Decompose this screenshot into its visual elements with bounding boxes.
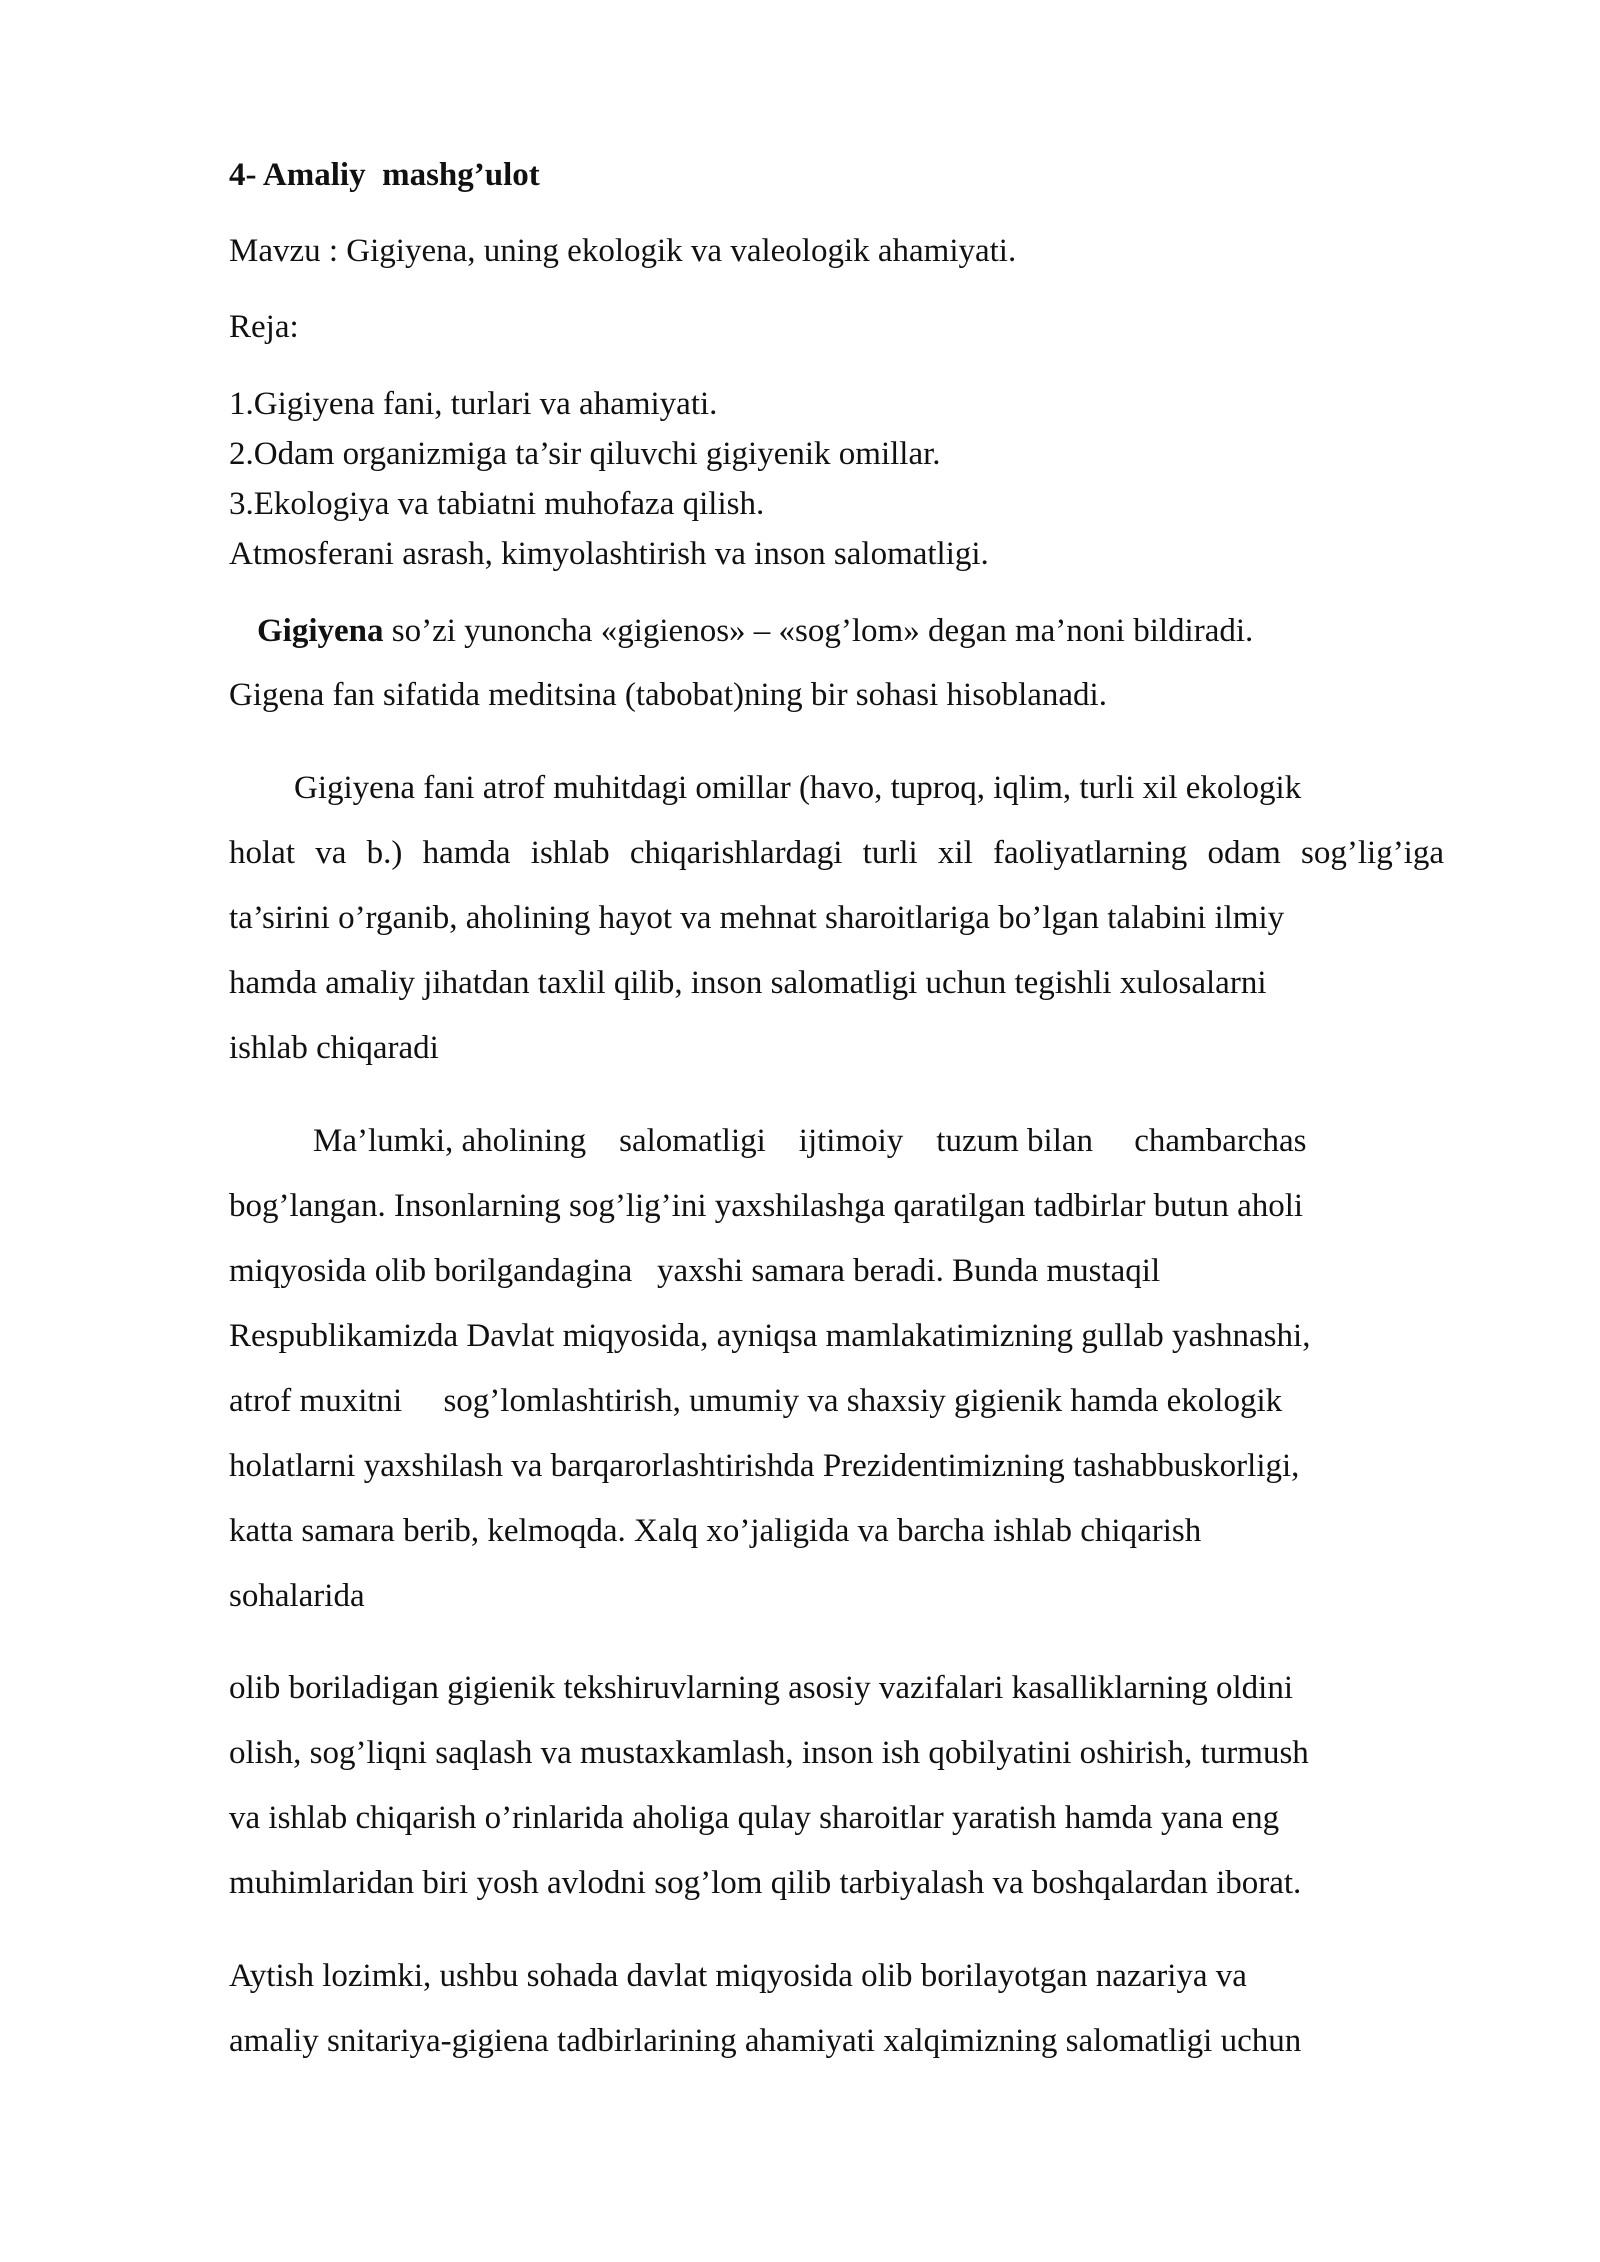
plan-item: 1.Gigiyena fani, turlari va ahamiyati. [229, 386, 718, 422]
paragraph-line: Gigiyena fani atrof muhitdagi omillar (havo, tuproq, iqlim, turli xil ekologik [294, 770, 1302, 806]
plan-label: Reja: [229, 309, 299, 345]
definition-line-2: Gigena fan sifatida meditsina (tabobat)ning bir sohasi hisoblanadi. [229, 677, 1107, 713]
paragraph-line: sohalarida [229, 1578, 365, 1614]
paragraph-line: va ishlab chiqarish o’rinlarida aholiga qulay sharoitlar yaratish hamda yana eng [229, 1800, 1280, 1836]
paragraph-line: holat va b.) hamda ishlab chiqarishlardagi turli xil faoliyatlarning odam sog’lig’iga [229, 835, 1444, 871]
plan-item: 2.Odam organizmiga ta’sir qiluvchi gigiyenik omillar. [229, 436, 941, 472]
paragraph-line: ishlab chiqaradi [229, 1030, 439, 1066]
paragraph-line: atrof muxitni sog’lomlashtirish, umumiy va shaxsiy gigienik hamda ekologik [229, 1383, 1283, 1419]
paragraph-line: amaliy snitariya-gigiena tadbirlarining ahamiyati xalqimizning salomatligi uchun [229, 2023, 1302, 2059]
paragraph-line: Respublikamizda Davlat miqyosida, ayniqsa mamlakatimizning gullab yashnashi, [229, 1318, 1311, 1354]
paragraph-line: ta’sirini o’rganib, aholining hayot va mehnat sharoitlariga bo’lgan talabini ilmiy [229, 900, 1285, 936]
paragraph-line: muhimlaridan biri yosh avlodni sog’lom qilib tarbiyalash va boshqalardan iborat. [229, 1865, 1302, 1901]
topic-line: Mavzu : Gigiyena, uning ekologik va valeologik ahamiyati. [229, 233, 1017, 269]
paragraph-line: hamda amaliy jihatdan taxlil qilib, inson salomatligi uchun tegishli xulosalarni [229, 965, 1267, 1001]
plan-item: Atmosferani asrash, kimyolashtirish va inson salomatligi. [229, 536, 989, 572]
plan-item: 3.Ekologiya va tabiatni muhofaza qilish. [229, 486, 765, 522]
definition-line [257, 611, 1253, 651]
definition-text: so’zi yunoncha «gigienos» – «sog’lom» degan ma’noni bildiradi. [383, 613, 1254, 649]
paragraph-line: holatlarni yaxshilash va barqarorlashtirishda Prezidentimizning tashabbuskorligi, [229, 1448, 1300, 1484]
paragraph-line: olib boriladigan gigienik tekshiruvlarning asosiy vazifalari kasalliklarning oldini [229, 1670, 1294, 1706]
paragraph-line: miqyosida olib borilgandagina yaxshi samara beradi. Bunda mustaqil [229, 1253, 1161, 1289]
paragraph-line: katta samara berib, kelmoqda. Xalq xo’jaligida va barcha ishlab chiqarish [229, 1513, 1202, 1549]
definition-term: Gigiyena [257, 613, 384, 649]
paragraph-line: Ma’lumki, aholining salomatligi ijtimoiy tuzum bilan chambarchas [313, 1123, 1307, 1159]
document-title: 4- Amaliy mashg’ulot [229, 157, 540, 193]
paragraph-line: olish, sog’liqni saqlash va mustaxkamlash, inson ish qobilyatini oshirish, turmush [229, 1735, 1309, 1771]
paragraph-line: Aytish lozimki, ushbu sohada davlat miqyosida olib borilayotgan nazariya va [229, 1958, 1247, 1994]
paragraph-line: bog’langan. Insonlarning sog’lig’ini yaxshilashga qaratilgan tadbirlar butun aholi [229, 1188, 1304, 1224]
